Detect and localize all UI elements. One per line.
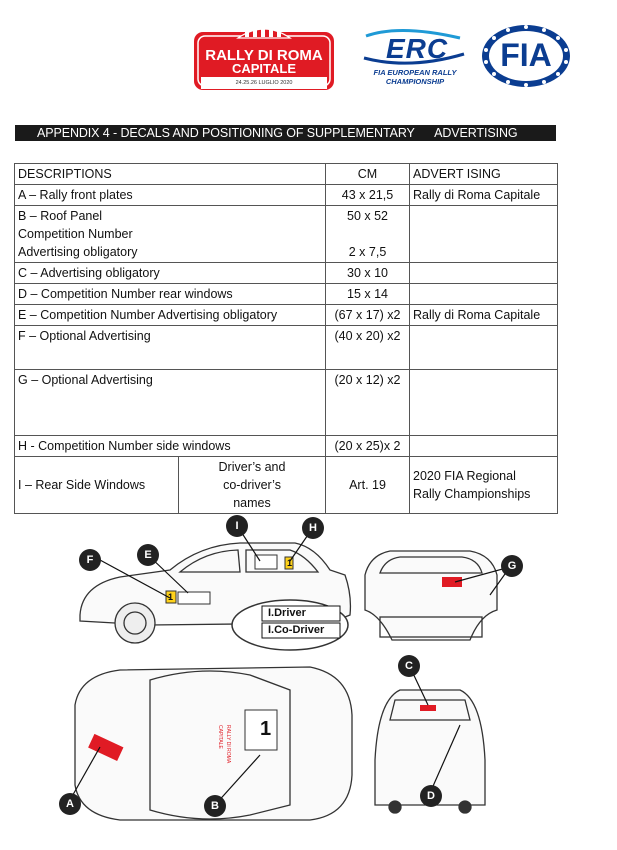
roof-panel-text: RALLY DI ROMA CAPITALE (217, 725, 231, 763)
row-desc: C – Advertising obligatory (15, 263, 326, 284)
adv-line: 2020 FIA Regional (413, 469, 516, 483)
row-desc: H - Competition Number side windows (15, 436, 326, 457)
callout-f: F (79, 549, 101, 571)
row-adv (410, 457, 558, 514)
erc-logo-line1: FIA EUROPEAN RALLY (373, 68, 457, 77)
decal-table (14, 163, 558, 514)
row-cm: (20 x 25)x 2 (326, 436, 410, 457)
row-adv (410, 263, 558, 284)
rally-logo-date: 24.25.26 LUGLIO 2020 (235, 80, 293, 86)
table-row (15, 370, 558, 436)
callout-i: I (226, 515, 248, 537)
cm-line: 2 x 7,5 (348, 245, 387, 259)
adv-line: Rally Championships (413, 487, 531, 501)
erc-logo-line2: CHAMPIONSHIP (385, 77, 445, 86)
row-adv: Rally di Roma Capitale (410, 305, 558, 326)
row-desc: A – Rally front plates (15, 185, 326, 206)
callout-c: C (398, 655, 420, 677)
codriver-name-plate: I.Co-Driver (268, 624, 325, 636)
table-row (15, 263, 558, 284)
row-desc: D – Competition Number rear windows (15, 284, 326, 305)
mid-line: Driver’s and (218, 460, 286, 474)
row-desc: E – Competition Number Advertising obligatory (15, 305, 326, 326)
callout-b: B (204, 795, 226, 817)
table-row (15, 185, 558, 206)
row-cm (326, 206, 410, 263)
driver-name-plate: I.Driver (268, 607, 306, 619)
side-window-number: 1 (287, 558, 293, 568)
callout-a: A (59, 793, 81, 815)
row-desc: I – Rear Side Windows (15, 457, 179, 514)
row-adv (410, 206, 558, 263)
mid-line: co-driver’s (223, 478, 281, 492)
row-adv: Rally di Roma Capitale (410, 185, 558, 206)
row-cm: (67 x 17) x2 (326, 305, 410, 326)
roof-number: 1 (260, 718, 272, 740)
appendix-title: APPENDIX 4 - DECALS AND POSITIONING OF SUPPLEMENTARY ADVERTISING (15, 125, 556, 141)
callout-d: D (420, 785, 442, 807)
fia-logo-text: FIA (500, 37, 552, 73)
row-cm: 15 x 14 (326, 284, 410, 305)
desc-line: Advertising obligatory (18, 245, 138, 259)
erc-logo (360, 28, 470, 88)
row-desc: G – Optional Advertising (15, 370, 326, 436)
callout-g: G (501, 555, 523, 577)
header-descriptions: DESCRIPTIONS (15, 164, 326, 185)
fia-logo (480, 23, 572, 89)
rally-logo-line1: RALLY DI ROMA (205, 47, 323, 64)
callout-e: E (137, 544, 159, 566)
row-cm: (20 x 12) x2 (326, 370, 410, 436)
table-row (15, 206, 558, 263)
table-row (15, 326, 558, 370)
row-cm: 30 x 10 (326, 263, 410, 284)
row-adv (410, 436, 558, 457)
rally-di-roma-logo (193, 22, 335, 92)
header-cm: CM (326, 164, 410, 185)
table-header-row (15, 164, 558, 185)
table-row (15, 284, 558, 305)
row-cm: (40 x 20) x2 (326, 326, 410, 370)
table-row (15, 436, 558, 457)
erc-logo-letters: ERC (385, 33, 449, 64)
desc-line: Competition Number (18, 227, 133, 241)
row-cm: Art. 19 (326, 457, 410, 514)
callout-h: H (302, 517, 324, 539)
desc-line: B – Roof Panel (18, 209, 103, 223)
cm-line: 50 x 52 (347, 209, 389, 223)
row-adv (410, 326, 558, 370)
row-desc: F – Optional Advertising (15, 326, 326, 370)
table-row (15, 305, 558, 326)
car-diagrams (60, 515, 560, 840)
rally-logo-line2: CAPITALE (231, 61, 297, 76)
door-number: 1 (168, 592, 174, 602)
row-adv (410, 284, 558, 305)
row-cm: 43 x 21,5 (326, 185, 410, 206)
cm-line-empty (329, 225, 406, 243)
row-adv (410, 370, 558, 436)
row-desc (15, 206, 326, 263)
mid-line: names (233, 496, 271, 510)
header-advertising: ADVERT ISING (410, 164, 558, 185)
table-row (15, 457, 558, 514)
row-mid (179, 457, 326, 514)
